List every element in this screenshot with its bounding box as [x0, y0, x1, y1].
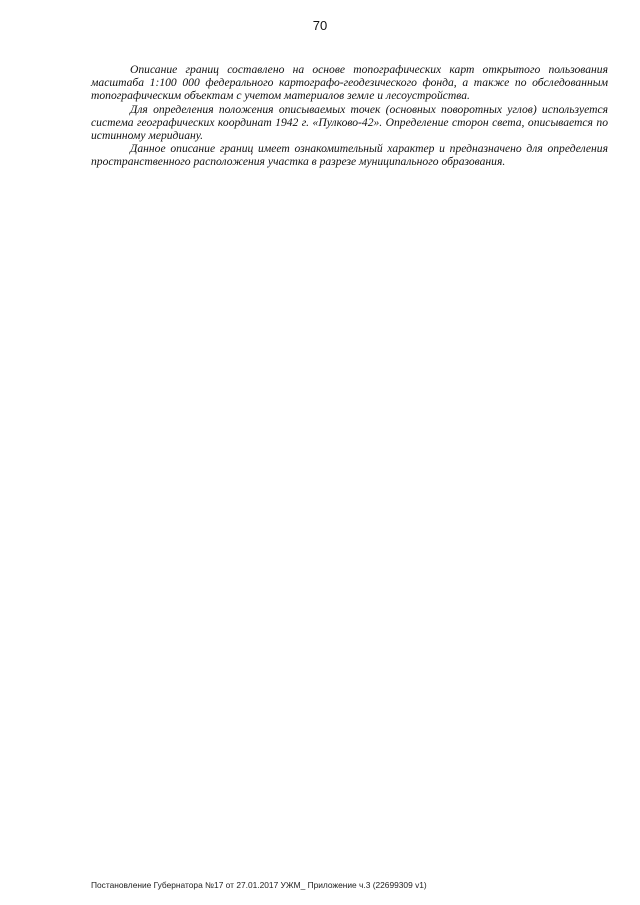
paragraph-purpose: Данное описание границ имеет ознакомительный характер и предназначено для определения пространственного расположения участка в разрезе муниципального образования. — [91, 142, 608, 169]
page-number: 70 — [312, 18, 328, 33]
paragraph-coordinate-system: Для определения положения описываемых точек (основных поворотных углов) используется система географических координат 1942 г. «Пулково-42». Определение сторон света, описывается по истинному меридиану. — [91, 102, 608, 143]
paragraph-boundary-source: Описание границ составлено на основе топографических карт открытого пользования масштаба 1:100 000 федерального картографо-геодезического фонда, а также по обследованным топографическим объектам с учетом материалов земле и лесоустройства. — [91, 63, 608, 103]
document-body — [91, 63, 608, 169]
document-footer: Постановление Губернатора №17 от 27.01.2017 УЖМ_ Приложение ч.3 (22699309 v1) — [91, 880, 427, 890]
